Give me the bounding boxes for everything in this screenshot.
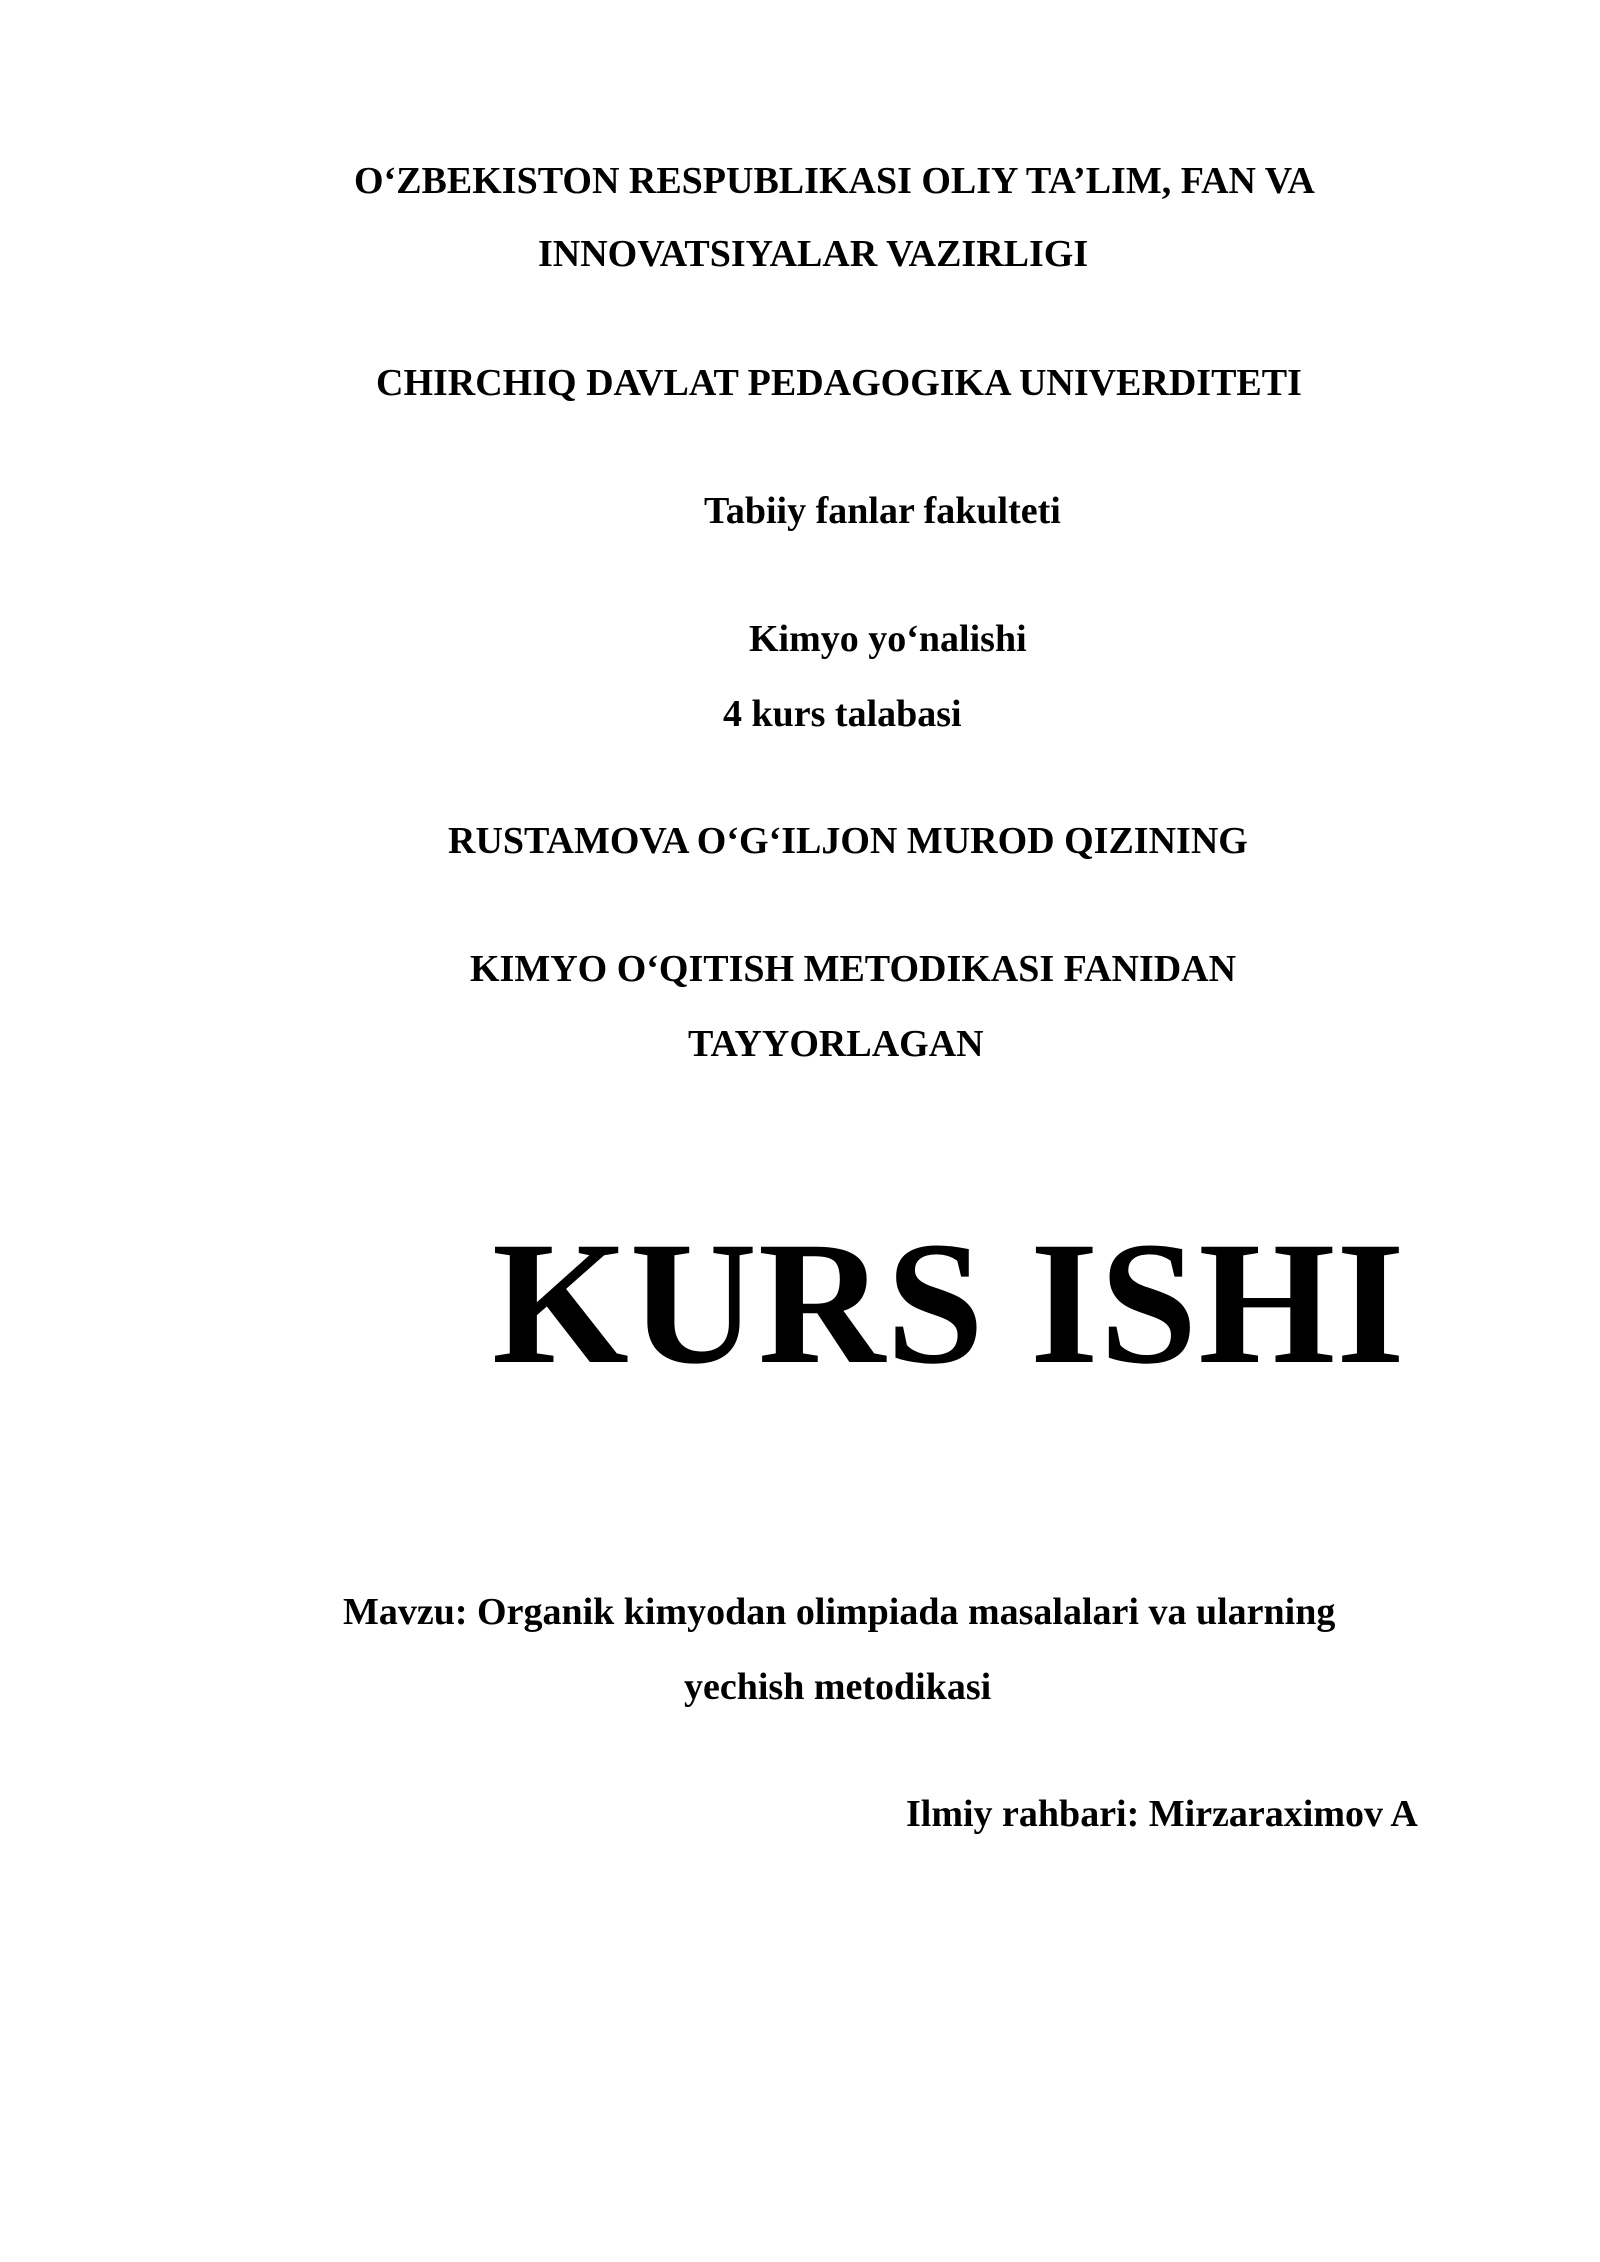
subject-line-2: TAYYORLAGAN <box>688 1023 984 1065</box>
university-name: CHIRCHIQ DAVLAT PEDAGOGIKA UNIVERDITETI <box>376 362 1302 404</box>
ministry-line-1: O‘ZBEKISTON RESPUBLIKASI OLIY TA’LIM, FAN VA <box>354 160 1315 202</box>
topic-line-1: Mavzu: Organik kimyodan olimpiada masalalari va ularning <box>343 1591 1336 1633</box>
topic-line-2: yechish metodikasi <box>684 1666 992 1708</box>
subject-line-1: KIMYO O‘QITISH METODIKASI FANIDAN <box>470 948 1237 990</box>
student-name: RUSTAMOVA O‘G‘ILJON MUROD QIZINING <box>448 820 1248 862</box>
direction-name: Kimyo yo‘nalishi <box>749 618 1027 660</box>
course-label: 4 kurs talabasi <box>723 693 962 735</box>
advisor-line: Ilmiy rahbari: Mirzaraximov A <box>906 1793 1418 1835</box>
ministry-line-2: INNOVATSIYALAR VAZIRLIGI <box>538 233 1089 275</box>
faculty-name: Tabiiy fanlar fakulteti <box>704 490 1061 532</box>
document-title: KURS ISHI <box>492 1206 1406 1401</box>
